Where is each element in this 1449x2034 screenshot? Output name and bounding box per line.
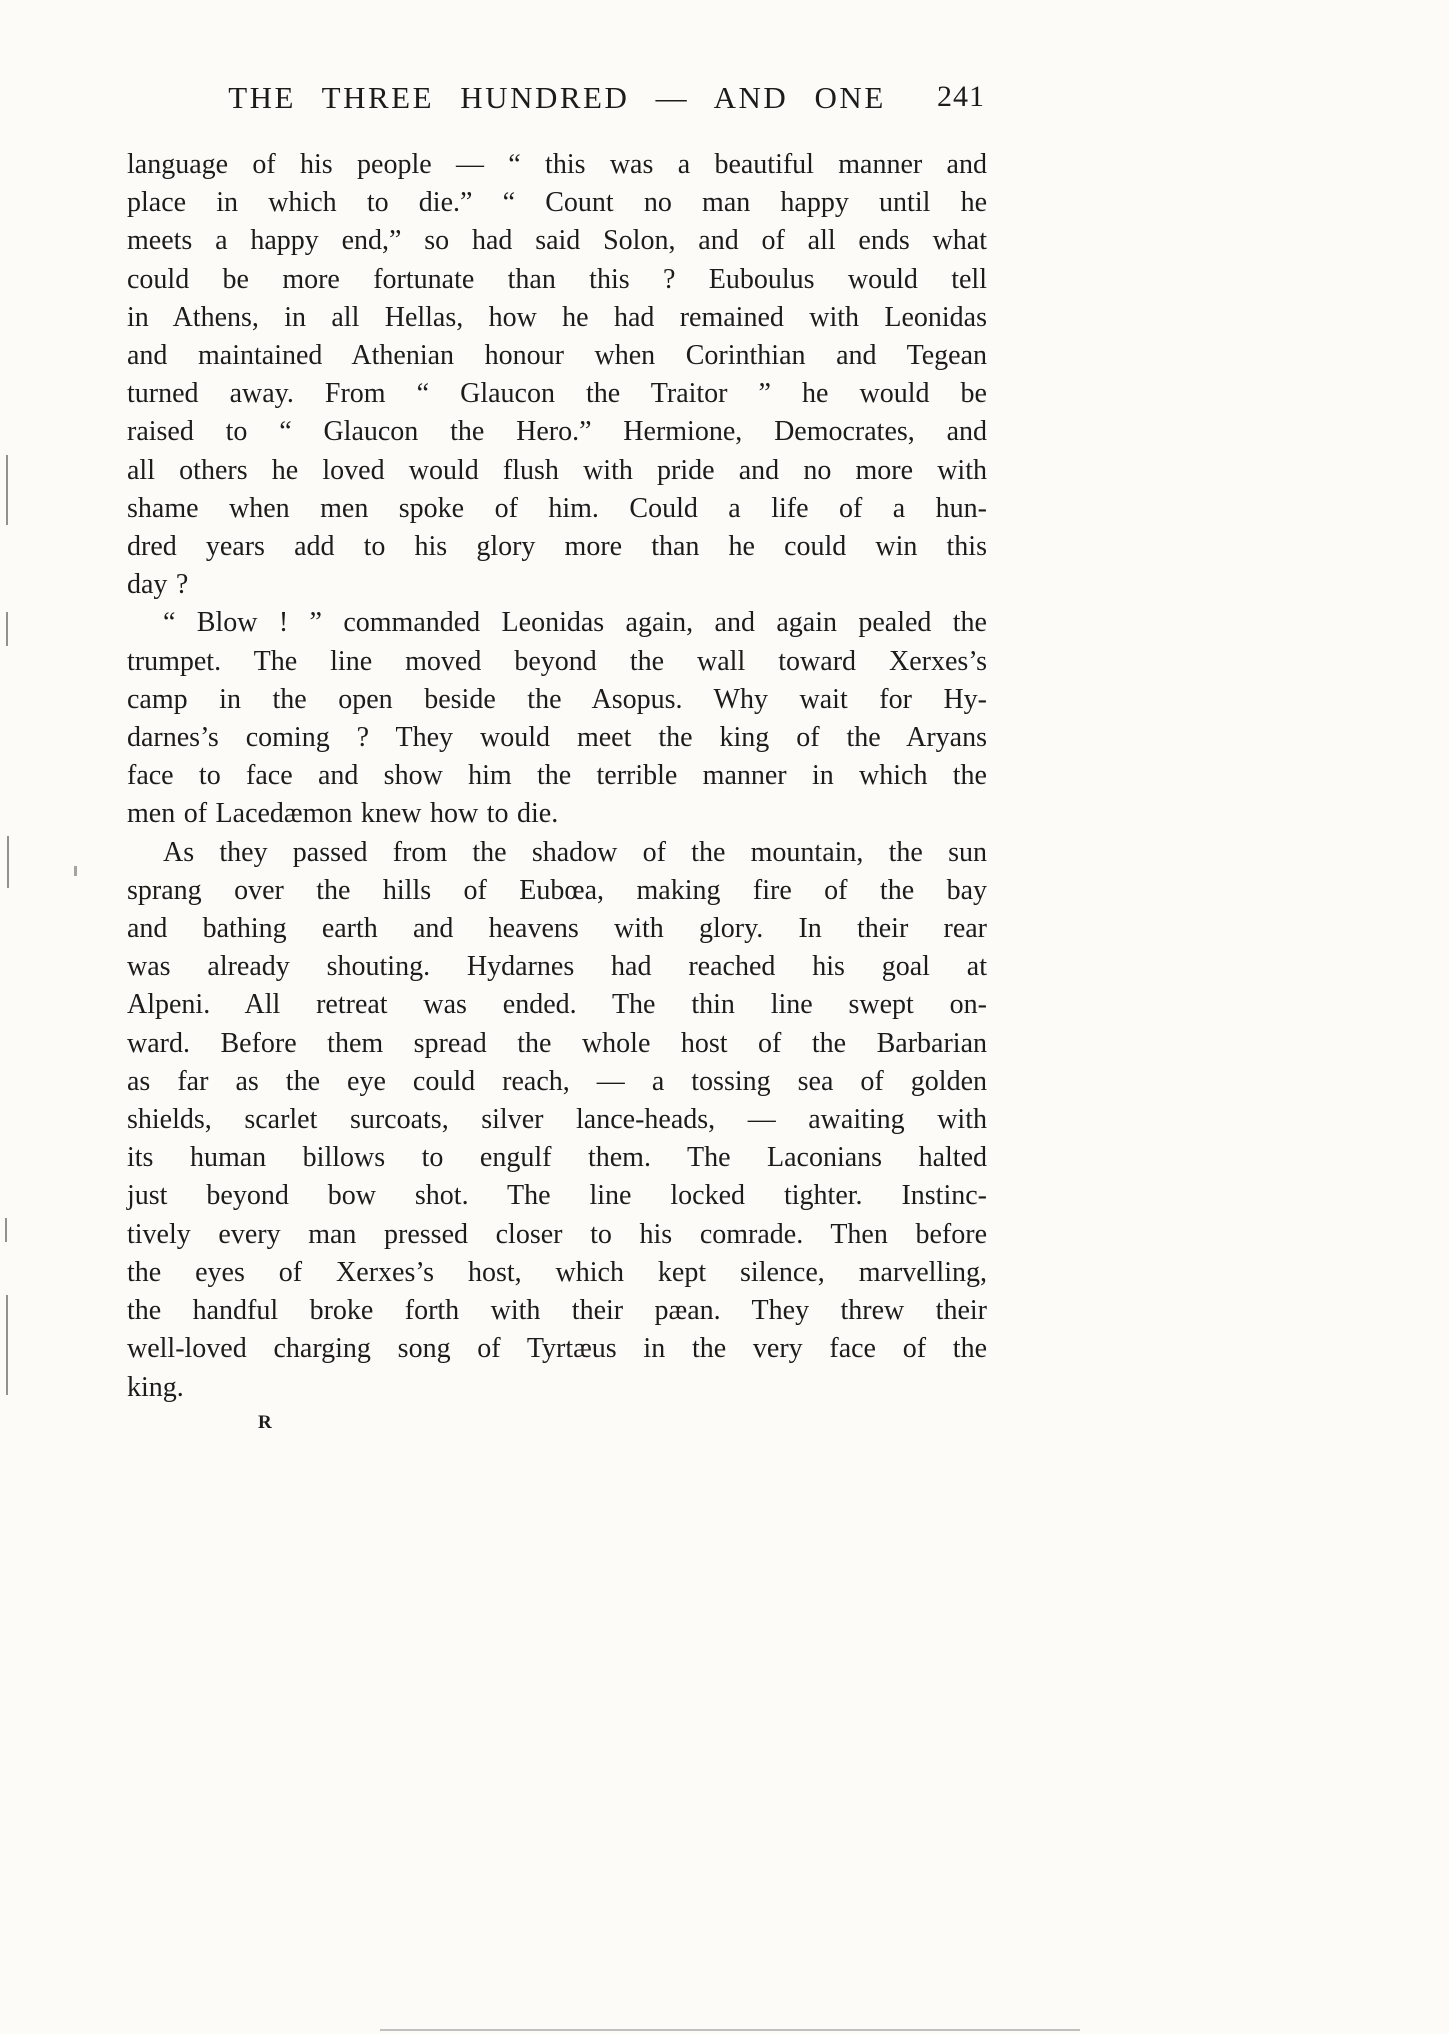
- text-line: king.: [127, 1371, 184, 1403]
- page-edge-shadow: [380, 2029, 1080, 2031]
- text-line: tively every man pressed closer to his comrade. Then before: [127, 1218, 987, 1250]
- paragraph: [127, 146, 987, 604]
- text-line: raised to “ Glaucon the Hero.” Hermione, Democrates, and: [127, 416, 987, 448]
- text-line: could be more fortunate than this ? Euboulus would tell: [127, 263, 987, 295]
- paragraph: [127, 834, 987, 1407]
- scan-artifact: [6, 612, 8, 646]
- text-line: as far as the eye could reach, — a tossing sea of golden: [127, 1065, 987, 1097]
- text-line: meets a happy end,” so had said Solon, and of all ends what: [127, 225, 987, 257]
- text-line: language of his people — “ this was a beautiful manner and: [127, 149, 987, 180]
- text-block: [127, 146, 987, 1407]
- text-line: all others he loved would flush with pride and no more with: [127, 454, 987, 486]
- text-line: sprang over the hills of Eubœa, making fire of the bay: [127, 874, 987, 906]
- text-line: ward. Before them spread the whole host of the Barbarian: [127, 1027, 987, 1059]
- text-line: turned away. From “ Glaucon the Traitor ” he would be: [127, 378, 987, 410]
- text-line: the handful broke forth with their pæan. They threw their: [127, 1295, 987, 1327]
- printer-signature-mark: R: [258, 1412, 273, 1433]
- text-line: day ?: [127, 569, 189, 601]
- scan-artifact: [74, 866, 77, 876]
- text-line: darnes’s coming ? They would meet the king of the Aryans: [127, 722, 987, 754]
- text-line: place in which to die.” “ Count no man happy until he: [127, 187, 987, 219]
- text-line: and bathing earth and heavens with glory. In their rear: [127, 913, 987, 945]
- scan-artifact: [5, 1218, 7, 1242]
- text-line: just beyond bow shot. The line locked tighter. Instinc-: [127, 1180, 987, 1212]
- text-line: and maintained Athenian honour when Corinthian and Tegean: [127, 340, 987, 372]
- text-line: its human billows to engulf them. The Laconians halted: [127, 1142, 987, 1174]
- text-line: men of Lacedæmon knew how to die.: [127, 798, 559, 830]
- text-line: “ Blow ! ” commanded Leonidas again, and again pealed the: [163, 607, 987, 639]
- chapter-title: THE THREE HUNDRED — AND ONE: [228, 80, 886, 115]
- text-line: in Athens, in all Hellas, how he had remained with Leonidas: [127, 301, 987, 333]
- scan-artifact: [6, 1295, 8, 1395]
- text-line: was already shouting. Hydarnes had reached his goal at: [127, 951, 987, 983]
- paragraph: [127, 604, 987, 833]
- text-line: shame when men spoke of him. Could a life of a hun-: [127, 492, 987, 524]
- page-number: 241: [937, 80, 985, 113]
- running-header: [127, 80, 987, 124]
- text-line: well-loved charging song of Tyrtæus in the very face of the: [127, 1333, 987, 1365]
- scan-artifact: [7, 836, 9, 888]
- text-line: camp in the open beside the Asopus. Why wait for Hy-: [127, 683, 987, 715]
- text-line: dred years add to his glory more than he could win this: [127, 531, 987, 563]
- scan-artifact: [6, 455, 8, 525]
- text-line: Alpeni. All retreat was ended. The thin line swept on-: [127, 989, 987, 1021]
- text-line: trumpet. The line moved beyond the wall toward Xerxes’s: [127, 645, 987, 677]
- text-line: face to face and show him the terrible manner in which the: [127, 760, 987, 792]
- text-line: the eyes of Xerxes’s host, which kept silence, marvelling,: [127, 1256, 987, 1288]
- text-line: shields, scarlet surcoats, silver lance-heads, — awaiting with: [127, 1104, 987, 1136]
- text-line: As they passed from the shadow of the mountain, the sun: [163, 836, 987, 868]
